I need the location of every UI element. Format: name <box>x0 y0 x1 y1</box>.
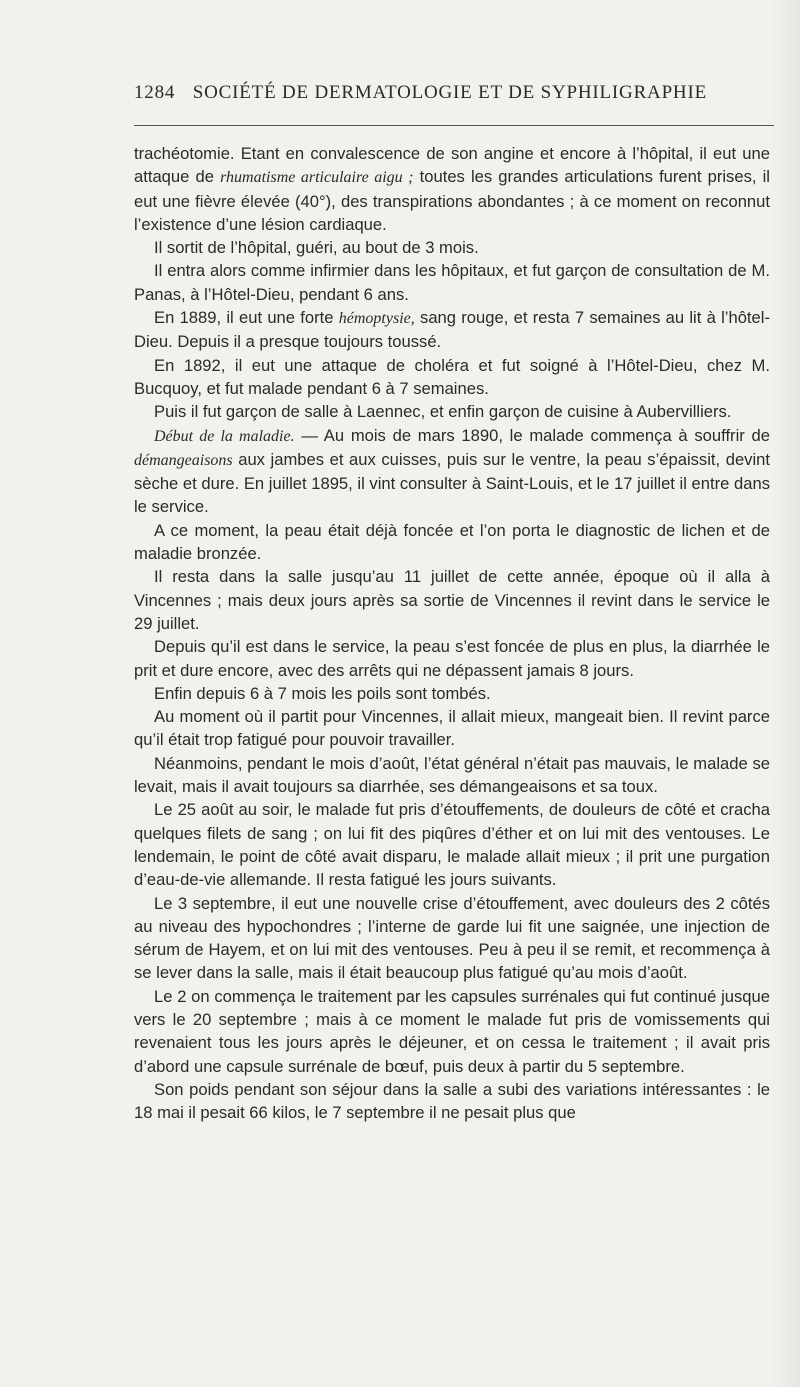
paragraph <box>134 306 770 354</box>
paragraph <box>134 635 770 682</box>
text-run: Depuis qu’il est dans le service, la peau s’est foncée de plus en plus, la diarrhée le prit et dure encore, avec des arrêts qui ne dépassent jamais 8 jours. <box>134 637 770 680</box>
text-run: Il entra alors comme infirmier dans les hôpitaux, et fut garçon de consultation de M. Panas, à l’Hôtel-Dieu, pendant 6 ans. <box>134 261 770 304</box>
page-edge-shadow <box>770 0 800 1387</box>
paragraph <box>134 985 770 1078</box>
running-title: SOCIÉTÉ DE DERMATOLOGIE ET DE SYPHILIGRAPHIE <box>192 82 707 103</box>
running-header <box>134 82 774 104</box>
paragraph <box>134 259 770 306</box>
text-run: Néanmoins, pendant le mois d’août, l’état général n’était pas mauvais, le malade se levait, mais il avait toujours sa diarrhée, ses démangeaisons et sa toux. <box>134 753 770 797</box>
text-run: Le 25 août au soir, le malade fut pris d’étouffements, de douleurs de côté et cracha quelques filets de sang ; on lui fit des piqûres d’éther et on lui mit des ventouses. Le lendemain, le point de côté avait disparu, le malade allait mieux ; il prit une purgation d’eau-de-vie allemande. Il resta fatigué les jours suivants. <box>134 800 770 890</box>
paragraph <box>134 236 770 259</box>
text-run: En 1889, il eut une forte <box>154 308 339 328</box>
text-run: toutes les grandes articulations furent prises, il eut une fièvre élevée (40°), des transpirations abondantes ; à ce moment on reconnut l’existence d’une lésion cardiaque. <box>134 167 770 234</box>
paragraph <box>134 682 770 705</box>
text-run: trachéotomie. Etant en convalescence de son angine et encore à l’hôpital, il eut une attaque de <box>134 144 770 187</box>
text-run: Puis il fut garçon de salle à Laennec, et enfin garçon de cuisine à Aubervilliers. <box>154 402 732 422</box>
paragraph <box>134 142 770 236</box>
page-number: 1284 <box>134 82 176 103</box>
paragraph <box>134 424 770 519</box>
paragraph <box>134 400 770 423</box>
text-run: Le 3 septembre, il eut une nouvelle crise d’étouffement, avec douleurs des 2 côtés au niveau des hypochondres ; l’interne de garde lui fit une saignée, une injection de sérum de Hayem, et on lui mit des ventouses. Peu à peu il se remit, et recommença à se lever dans la salle, mais il était beaucoup plus fatigué qu’au mois d’août. <box>134 893 770 983</box>
text-run: Au moment où il partit pour Vincennes, il allait mieux, mangeait bien. Il revint parce qu’il était trop fatigué pour pouvoir travailler. <box>134 707 770 750</box>
body-text <box>134 142 770 1124</box>
paragraph <box>134 752 770 799</box>
paragraph <box>134 354 770 401</box>
italic-run: démangeaisons <box>134 451 233 469</box>
text-run: A ce moment, la peau était déjà foncée et l’on porta le diagnostic de lichen et de maladie bronzée. <box>134 520 770 564</box>
text-run: aux jambes et aux cuisses, puis sur le ventre, la peau s’épaissit, devint sèche et dure. En juillet 1895, il vint consulter à Saint-Louis, et le 17 juillet il entre dans le service. <box>134 449 770 517</box>
header-rule <box>134 125 774 126</box>
section-heading-italic: Début de la maladie. <box>154 427 295 445</box>
text-run: En 1892, il eut une attaque de choléra et fut soigné à l’Hôtel-Dieu, chez M. Bucquoy, et fut malade pendant 6 à 7 semaines. <box>134 355 770 398</box>
text-run: — Au mois de mars 1890, le malade commença à souffrir de <box>294 425 771 445</box>
italic-run: hémoptysie, <box>338 310 415 328</box>
text-run: Le 2 on commença le traitement par les capsules surrénales qui fut continué jusque vers le 20 septembre ; mais à ce moment le malade fut pris de vomissements qui revenaient tous les jours après le déjeuner, et on cessa le traitement ; il avait pris d’abord une capsule surrénale de bœuf, puis deux à partir du 5 septembre. <box>134 986 770 1076</box>
text-run: Il resta dans la salle jusqu’au 11 juillet de cette année, époque où il alla à Vincennes ; mais deux jours après sa sortie de Vincennes il revint dans le service le 29 juillet. <box>134 567 770 633</box>
text-run: Enfin depuis 6 à 7 mois les poils sont tombés. <box>154 683 491 703</box>
paragraph <box>134 565 770 635</box>
paragraph <box>134 1078 770 1125</box>
italic-run: rhumatisme articulaire aigu ; <box>220 169 414 187</box>
paragraph <box>134 892 770 985</box>
paragraph <box>134 798 770 891</box>
text-run: Il sortit de l’hôpital, guéri, au bout de 3 mois. <box>154 238 479 258</box>
text-run: sang rouge, et resta 7 semaines au lit à l’hôtel-Dieu. Depuis il a presque toujours toussé. <box>134 308 770 352</box>
paragraph <box>134 519 770 566</box>
text-run: Son poids pendant son séjour dans la salle a subi des variations intéressantes : le 18 mai il pesait 66 kilos, le 7 septembre il ne pesait plus que <box>134 1079 770 1123</box>
paragraph <box>134 705 770 752</box>
